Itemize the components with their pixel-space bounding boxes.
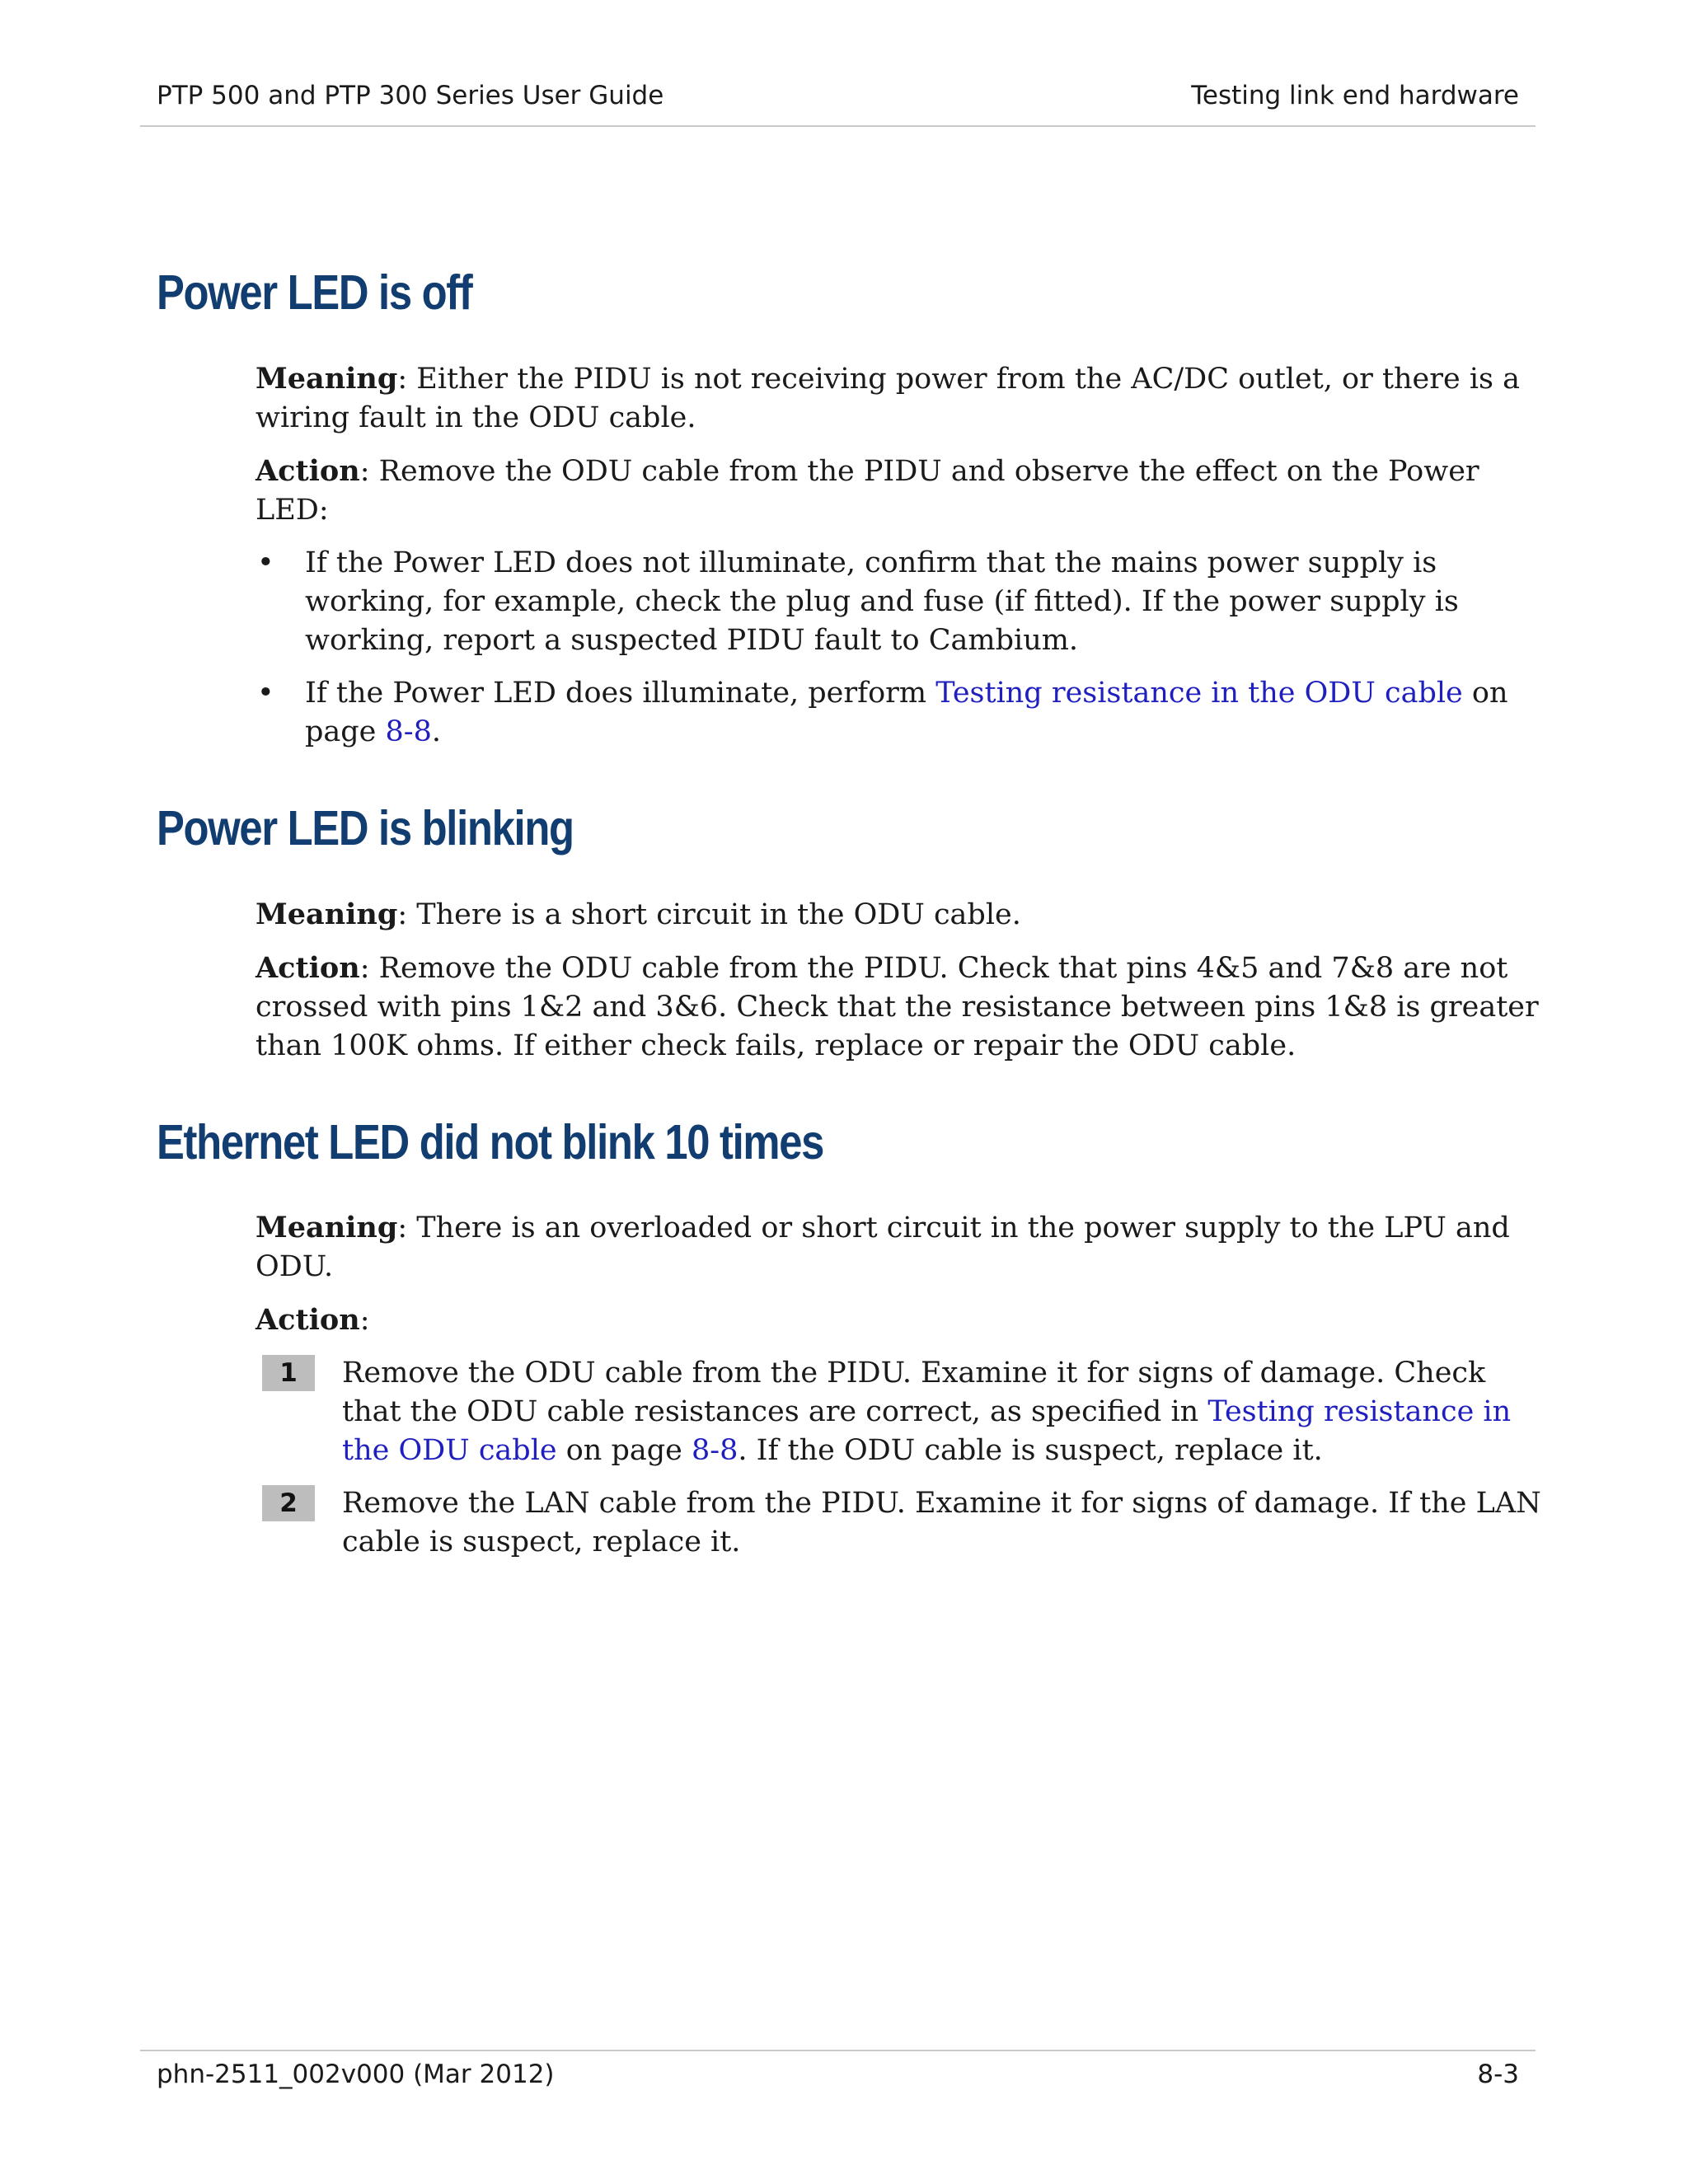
section-heading: Power LED is off xyxy=(157,265,472,320)
bullet-list xyxy=(256,544,1541,752)
section-body xyxy=(256,1208,1541,1562)
list-item xyxy=(256,1484,1541,1562)
bullet-icon: • xyxy=(257,546,274,579)
section-ethernet-led xyxy=(157,1113,1541,1563)
bullet-text: on page xyxy=(305,676,1508,748)
page-reference-link[interactable]: 8-8 xyxy=(385,715,432,748)
action-label: Action xyxy=(256,453,360,488)
list-item xyxy=(256,1354,1541,1470)
bullet-text: If the Power LED does not illuminate, confirm that the mains power supply is working, for example, check the plug and fuse (if fitted). If the power supply is working, report a suspected PIDU fault to Cambium. xyxy=(305,546,1459,657)
step-text: . If the ODU cable is suspect, replace it. xyxy=(738,1434,1323,1468)
page-number: 8-3 xyxy=(1477,2060,1519,2089)
section-power-led-off xyxy=(157,264,1541,752)
cross-reference-link[interactable]: Testing resistance in the ODU cable xyxy=(935,676,1463,710)
meaning-label: Meaning xyxy=(256,1211,398,1245)
section-body xyxy=(256,359,1541,752)
page-reference-link[interactable]: 8-8 xyxy=(692,1434,738,1468)
action-label: Action xyxy=(256,950,360,985)
meaning-label: Meaning xyxy=(256,361,398,396)
page-footer xyxy=(140,2050,1536,2101)
chapter-title: Testing link end hardware xyxy=(1191,81,1519,110)
meaning-paragraph xyxy=(256,1208,1541,1286)
step-number: 2 xyxy=(262,1485,315,1521)
action-text: : Remove the ODU cable from the PIDU and observe the effect on the Power LED: xyxy=(256,454,1479,527)
action-text: : xyxy=(359,1304,370,1338)
action-paragraph xyxy=(256,1301,1541,1340)
meaning-paragraph xyxy=(256,359,1541,438)
bullet-text: . xyxy=(431,715,442,748)
meaning-text: : There is a short circuit in the ODU cable. xyxy=(397,898,1021,931)
list-item xyxy=(256,544,1541,660)
action-text: : Remove the ODU cable from the PIDU. Check that pins 4&5 and 7&8 are not crossed with pins 1&2 and 3&6. Check that the resistance between pins 1&8 is greater than 100K ohms. If either check fails, replace or repair the ODU cable. xyxy=(256,951,1539,1062)
step-list xyxy=(256,1354,1541,1562)
action-paragraph xyxy=(256,452,1541,530)
step-text: Remove the ODU cable from the PIDU. Examine it for signs of damage. Check that the ODU cable resistances are correct, as specified in xyxy=(342,1357,1486,1429)
bullet-icon: • xyxy=(257,676,274,710)
meaning-label: Meaning xyxy=(256,897,398,931)
section-power-led-blinking xyxy=(157,799,1541,1066)
document-title: PTP 500 and PTP 300 Series User Guide xyxy=(157,81,664,110)
section-heading: Power LED is blinking xyxy=(157,800,574,855)
step-number: 1 xyxy=(262,1355,315,1391)
document-reference: phn-2511_002v000 (Mar 2012) xyxy=(157,2060,555,2089)
bullet-text: If the Power LED does illuminate, perform xyxy=(305,676,936,710)
step-text: on page xyxy=(556,1434,692,1468)
action-label: Action xyxy=(256,1303,360,1338)
page-header xyxy=(140,73,1536,127)
meaning-text: : Either the PIDU is not receiving power from the AC/DC outlet, or there is a wiring fault in the ODU cable. xyxy=(256,362,1520,434)
section-heading: Ethernet LED did not blink 10 times xyxy=(157,1114,824,1169)
list-item xyxy=(256,674,1541,752)
meaning-text: : There is an overloaded or short circuit in the power supply to the LPU and ODU. xyxy=(256,1212,1510,1284)
meaning-paragraph xyxy=(256,895,1541,935)
action-paragraph xyxy=(256,949,1541,1066)
cross-reference-link[interactable]: Testing resistance in the ODU cable xyxy=(342,1395,1512,1468)
page-content xyxy=(157,264,1541,1562)
section-body xyxy=(256,895,1541,1066)
step-text: Remove the LAN cable from the PIDU. Examine it for signs of damage. If the LAN cable is suspect, replace it. xyxy=(342,1487,1541,1559)
